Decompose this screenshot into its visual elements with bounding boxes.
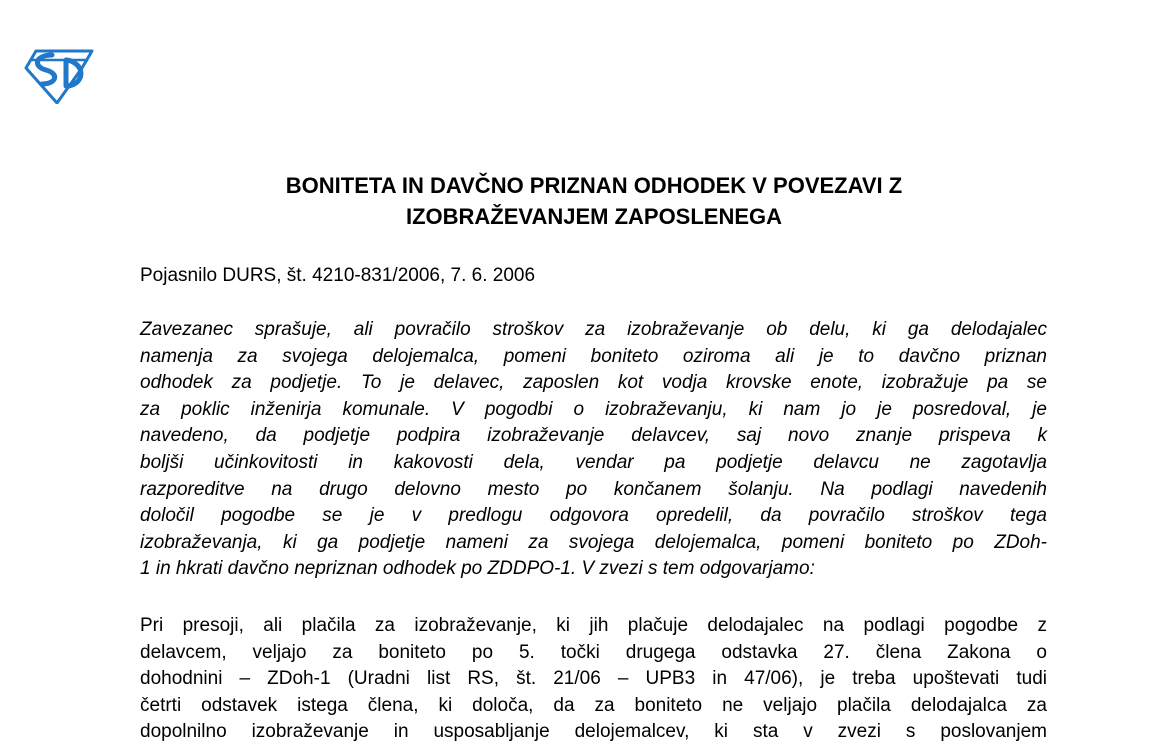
answer-line: četrti odstavek istega člena, ki določa, da za boniteto ne veljajo plačila delodajalca za	[140, 694, 1047, 716]
document-title	[140, 170, 1048, 232]
question-line: odhodek za podjetje. To je delavec, zaposlen kot vodja krovske enote, izobražuje pa se	[140, 372, 1047, 394]
answer-line: dopolnilno izobraževanje in usposabljanje delojemalcev, ki sta v zvezi s poslovanjem	[140, 721, 1047, 743]
question-line: razporeditve na drugo delovno mesto po končanem šolanju. Na podlagi navedenih	[140, 478, 1047, 500]
question-line: določil pogodbe se je v predlogu odgovora opredelil, da povračilo stroškov tega	[140, 505, 1047, 527]
question-line: Zavezanec sprašuje, ali povračilo stroškov za izobraževanje ob delu, ki ga delodajalec	[140, 319, 1047, 340]
sd-logo	[22, 48, 96, 104]
question-line: 1 in hkrati davčno nepriznan odhodek po ZDDPO-1. V zvezi s tem odgovarjamo:	[140, 558, 815, 580]
reference-line: Pojasnilo DURS, št. 4210-831/2006, 7. 6. 2006	[140, 265, 536, 286]
answer-paragraph	[140, 613, 1047, 746]
answer-line: delavcem, veljajo za boniteto po 5. točki drugega odstavka 27. člena Zakona o	[140, 641, 1047, 663]
question-line: navedeno, da podjetje podpira izobraževanje delavcev, saj novo znanje prispeva k	[140, 425, 1047, 447]
title-line-1: BONITETA IN DAVČNO PRIZNAN ODHODEK V POVEZAVI Z	[285, 173, 903, 198]
answer-line: dohodnini – ZDoh-1 (Uradni list RS, št. 21/06 – UPB3 in 47/06), je treba upoštevati tudi	[140, 668, 1047, 690]
question-paragraph	[140, 317, 1047, 583]
question-line: izobraževanja, ki ga podjetje nameni za svojega delojemalca, pomeni boniteto po ZDoh-	[140, 531, 1047, 553]
title-line-2: IZOBRAŽEVANJEM ZAPOSLENEGA	[405, 204, 783, 229]
answer-line: Pri presoji, ali plačila za izobraževanje, ki jih plačuje delodajalec na podlagi pogodbe z	[140, 615, 1047, 636]
sd-logo-icon	[22, 48, 96, 104]
question-line: za poklic inženirja komunale. V pogodbi o izobraževanju, ki nam jo je posredoval, je	[140, 398, 1047, 420]
question-line: boljši učinkovitosti in kakovosti dela, vendar pa podjetje delavcu ne zagotavlja	[140, 451, 1047, 473]
question-line: namenja za svojega delojemalca, pomeni boniteto oziroma ali je to davčno priznan	[140, 345, 1047, 367]
